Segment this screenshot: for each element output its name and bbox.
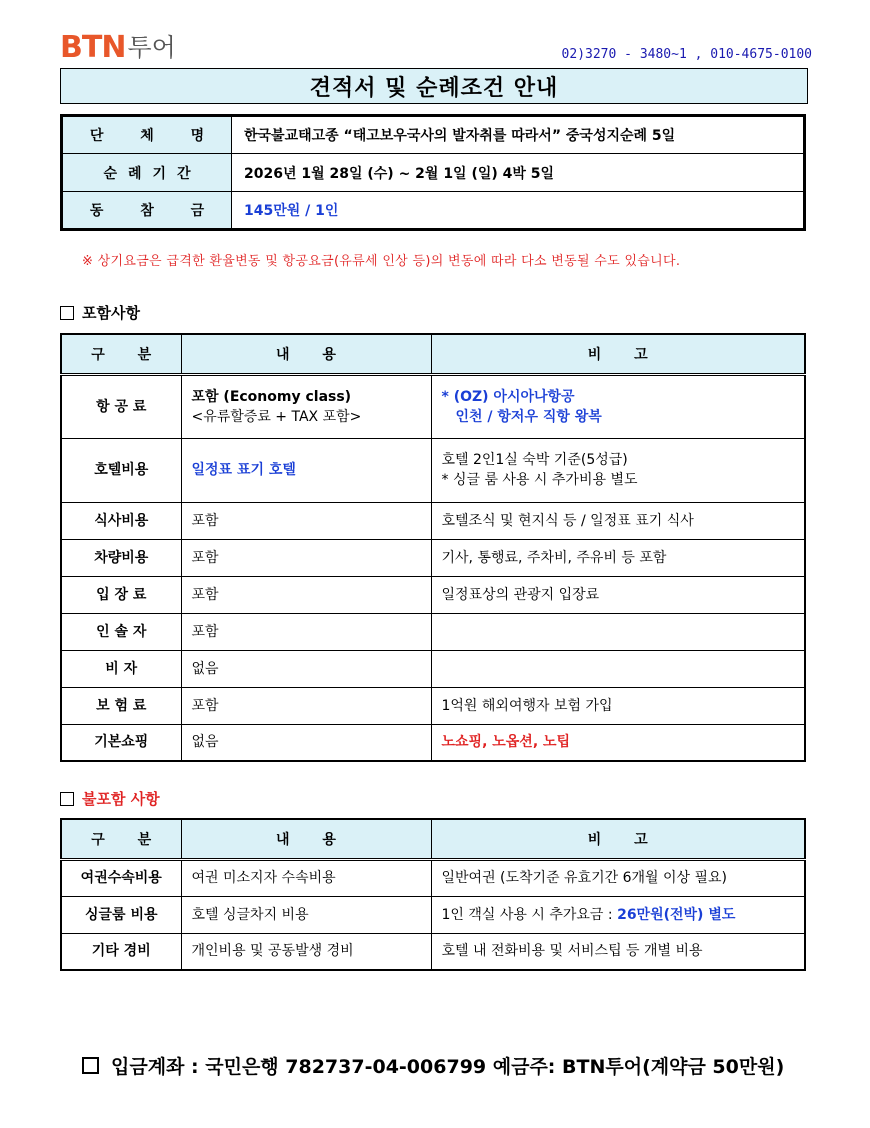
table-header-row: [61, 334, 805, 374]
row-note: [431, 650, 805, 687]
checkbox-square-icon: [60, 792, 74, 806]
row-category: 항 공 료: [61, 374, 181, 438]
row-note: [431, 438, 805, 502]
row-note: 호텔조식 및 현지식 등 / 일정표 표기 식사: [431, 502, 805, 539]
row-category: 싱글룸 비용: [61, 896, 181, 933]
row-category: 보 험 료: [61, 687, 181, 724]
table-row: [61, 502, 805, 539]
document-title-box: [60, 68, 808, 104]
bank-account-text: 입금계좌 : 국민은행 782737-04-006799 예금주: BTN투어(계약금 50만원): [111, 1056, 785, 1078]
row-content: 포함: [181, 502, 431, 539]
row-note: 1억원 해외여행자 보험 가입: [431, 687, 805, 724]
row-category: 입 장 료: [61, 576, 181, 613]
logo-main: BTN: [60, 30, 126, 65]
table-row: [61, 438, 805, 502]
row-content: 일정표 표기 호텔: [181, 438, 431, 502]
row-note: 노쇼핑, 노옵션, 노팁: [431, 724, 805, 761]
table-row: [61, 896, 805, 933]
row-note: [431, 613, 805, 650]
excluded-section-heading: [60, 788, 160, 809]
row-note: 일반여권 (도착기준 유효기간 6개월 이상 필요): [431, 859, 805, 896]
column-header: 구 분: [61, 334, 181, 374]
row-category: 인 솔 자: [61, 613, 181, 650]
table-row: [61, 539, 805, 576]
row-category: 식사비용: [61, 502, 181, 539]
checkbox-square-icon: [82, 1057, 99, 1074]
excluded-section-title: 불포함 사항: [82, 790, 160, 808]
note-text: 1인 객실 사용 시 추가요금 :: [441, 906, 618, 923]
row-content: 포함: [181, 539, 431, 576]
included-section-title: 포함사항: [82, 304, 140, 322]
row-note: 기사, 통행료, 주차비, 주유비 등 포함: [431, 539, 805, 576]
included-section-heading: [60, 302, 140, 323]
row-category: 차량비용: [61, 539, 181, 576]
checkbox-square-icon: [60, 306, 74, 320]
company-logo: [60, 30, 176, 66]
info-value: 한국불교태고종 “태고보우국사의 발자취를 따라서” 중국성지순례 5일: [232, 116, 805, 154]
table-row: [61, 613, 805, 650]
note-line: 호텔 2인1실 숙박 기준(5성급): [441, 452, 628, 468]
note-line: * 싱글 룸 사용 시 추가비용 별도: [441, 472, 638, 488]
document-title: 견적서 및 순례조건 안내: [309, 75, 559, 101]
info-value: 2026년 1월 28일 (수) ~ 2월 1일 (일) 4박 5일: [232, 154, 805, 192]
row-content: 여권 미소지자 수속비용: [181, 859, 431, 896]
column-header: 비 고: [431, 819, 805, 859]
column-header: 구 분: [61, 819, 181, 859]
column-header: 내 용: [181, 334, 431, 374]
group-info-table: [60, 114, 806, 231]
row-category: 여권수속비용: [61, 859, 181, 896]
info-row-group-name: [62, 116, 805, 154]
note-emphasis: 26만원(전박) 별도: [617, 906, 736, 923]
table-row: [61, 933, 805, 970]
price-notice: ※ 상기요금은 급격한 환율변동 및 항공요금(유류세 인상 등)의 변동에 따라 다소 변동될 수도 있습니다.: [82, 254, 681, 269]
info-label: 동 참 금: [62, 192, 232, 230]
row-category: 기본쇼핑: [61, 724, 181, 761]
row-note: 일정표상의 관광지 입장료: [431, 576, 805, 613]
excluded-table: [60, 818, 806, 971]
row-content: 없음: [181, 724, 431, 761]
column-header: 비 고: [431, 334, 805, 374]
note-line: 인천 / 항저우 직항 왕복: [455, 408, 602, 425]
table-row: [61, 374, 805, 438]
included-table: [60, 333, 806, 762]
content-line: 포함 (Economy class): [191, 388, 352, 405]
info-value-price: 145만원 / 1인: [232, 192, 805, 230]
row-category: 호텔비용: [61, 438, 181, 502]
column-header: 내 용: [181, 819, 431, 859]
table-row: [61, 687, 805, 724]
row-content: 개인비용 및 공동발생 경비: [181, 933, 431, 970]
row-note: [431, 896, 805, 933]
phone-number: 02)3270 - 3480~1 , 010-4675-0100: [561, 47, 812, 62]
table-row: [61, 724, 805, 761]
row-content: 포함: [181, 613, 431, 650]
content-line: <유류할증료 + TAX 포함>: [191, 408, 362, 425]
row-content: 없음: [181, 650, 431, 687]
table-row: [61, 650, 805, 687]
info-row-price: [62, 192, 805, 230]
logo-sub: 투어: [127, 33, 176, 62]
row-content: 포함: [181, 687, 431, 724]
row-category: 기타 경비: [61, 933, 181, 970]
table-row: [61, 576, 805, 613]
row-content: 호텔 싱글차지 비용: [181, 896, 431, 933]
bank-account-info: [82, 1052, 784, 1079]
table-header-row: [61, 819, 805, 859]
row-content: 포함: [181, 576, 431, 613]
note-line: * (OZ) 아시아나항공: [441, 388, 575, 405]
row-note: [431, 374, 805, 438]
row-note: 호텔 내 전화비용 및 서비스팁 등 개별 비용: [431, 933, 805, 970]
info-label: 순례기간: [62, 154, 232, 192]
row-content: [181, 374, 431, 438]
info-row-period: [62, 154, 805, 192]
table-row: [61, 859, 805, 896]
info-label: 단 체 명: [62, 116, 232, 154]
row-category: 비 자: [61, 650, 181, 687]
